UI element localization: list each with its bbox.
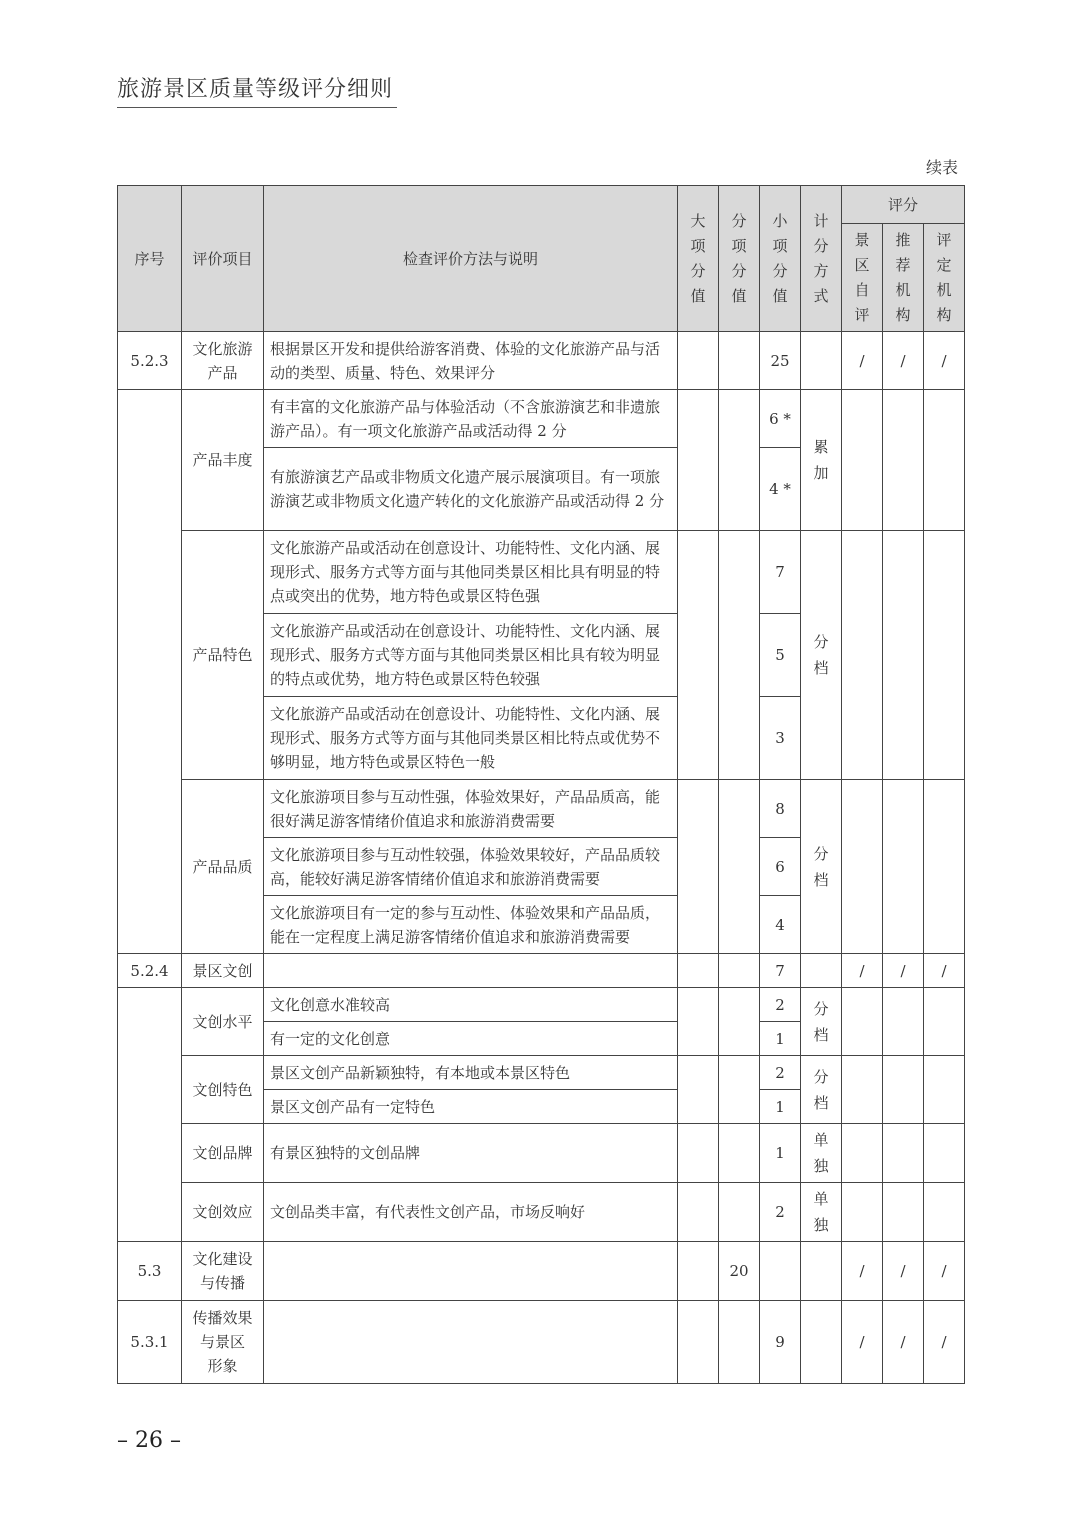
table-row [118,390,965,448]
desc-cell: 文化旅游项目参与互动性强，体验效果好，产品品质高，能很好满足游客情绪价值追求和旅游消费需要 [264,780,678,838]
seq-cell: 5.3.1 [118,1301,182,1384]
desc-cell: 有景区独特的文创品牌 [264,1124,678,1183]
desc-cell: 景区文创产品新颖独特，有本地或本景区特色 [264,1056,678,1090]
table-row [118,954,965,988]
minor-score: 9 [760,1301,801,1384]
item-cell: 产品特色 [182,531,264,780]
minor-score: 7 [760,954,801,988]
table-row [118,1301,965,1384]
minor-score: 6 [760,838,801,896]
calc-method-cell: 累 加 [801,390,842,531]
table-row [118,988,965,1022]
recommend-cell: / [883,1242,924,1301]
header-scoring: 评分 [842,186,965,224]
calc-method-cell: 单 独 [801,1124,842,1183]
recommend-cell: / [883,1301,924,1384]
item-cell: 产品丰度 [182,390,264,531]
minor-score: 1 [760,1090,801,1124]
header-major-score: 大 项 分 值 [678,186,719,332]
header-method: 检查评价方法与说明 [264,186,678,332]
header-recommend: 推 荐 机 构 [883,224,924,332]
item-cell: 景区文创 [182,954,264,988]
page-title: 旅游景区质量等级评分细则 [117,72,397,108]
header-seq: 序号 [118,186,182,332]
table-row [118,1242,965,1301]
sub-score: 20 [719,1242,760,1301]
minor-score: 2 [760,988,801,1022]
table-row [118,780,965,838]
continued-label: 续表 [925,158,958,177]
header-item: 评价项目 [182,186,264,332]
item-cell: 文化旅游 产品 [182,332,264,390]
item-cell: 文化建设 与传播 [182,1242,264,1301]
assess-cell: / [924,332,965,390]
calc-method-cell: 分 档 [801,988,842,1056]
item-cell: 传播效果 与景区 形象 [182,1301,264,1384]
scoring-table [117,185,964,1384]
table-row [118,1056,965,1090]
desc-cell: 景区文创产品有一定特色 [264,1090,678,1124]
minor-score: 5 [760,614,801,697]
minor-score: 1 [760,1124,801,1183]
seq-cell: 5.2.3 [118,332,182,390]
desc-cell: 有丰富的文化旅游产品与体验活动（不含旅游演艺和非遗旅游产品）。有一项文化旅游产品或活动得 2 分 [264,390,678,448]
item-cell: 产品品质 [182,780,264,954]
desc-cell: 文化旅游项目参与互动性较强，体验效果较好，产品品质较高，能较好满足游客情绪价值追求和旅游消费需要 [264,838,678,896]
recommend-cell: / [883,332,924,390]
self-eval-cell: / [842,1242,883,1301]
desc-cell: 文化旅游产品或活动在创意设计、功能特性、文化内涵、展现形式、服务方式等方面与其他同类景区相比具有较为明显的特点或优势，地方特色或景区特色较强 [264,614,678,697]
desc-cell: 根据景区开发和提供给游客消费、体验的文化旅游产品与活动的类型、质量、特色、效果评分 [264,332,678,390]
table-row [118,1124,965,1183]
table-row [118,1183,965,1242]
item-cell: 文创特色 [182,1056,264,1124]
header-assess: 评 定 机 构 [924,224,965,332]
minor-score: 1 [760,1022,801,1056]
item-cell: 文创水平 [182,988,264,1056]
header-minor-score: 小 项 分 值 [760,186,801,332]
minor-score: 7 [760,531,801,614]
calc-method-cell: 分 档 [801,1056,842,1124]
table-row [118,531,965,614]
desc-cell: 文化旅游产品或活动在创意设计、功能特性、文化内涵、展现形式、服务方式等方面与其他同类景区相比特点或优势不够明显，地方特色或景区特色一般 [264,697,678,780]
item-cell: 文创效应 [182,1183,264,1242]
minor-score: 6 * [760,390,801,448]
seq-cell: 5.2.4 [118,954,182,988]
minor-score: 25 [760,332,801,390]
self-eval-cell: / [842,332,883,390]
header-calc-method: 计 分 方 式 [801,186,842,332]
self-eval-cell: / [842,954,883,988]
calc-method-cell: 单 独 [801,1183,842,1242]
assess-cell: / [924,1242,965,1301]
minor-score: 8 [760,780,801,838]
self-eval-cell: / [842,1301,883,1384]
assess-cell: / [924,954,965,988]
calc-method-cell: 分 档 [801,531,842,780]
header-sub-score: 分 项 分 值 [719,186,760,332]
desc-cell: 文创品类丰富，有代表性文创产品，市场反响好 [264,1183,678,1242]
table-row [118,332,965,390]
desc-cell: 文化创意水准较高 [264,988,678,1022]
minor-score: 4 [760,896,801,954]
minor-score: 4 * [760,448,801,531]
seq-cell: 5.3 [118,1242,182,1301]
desc-cell: 有旅游演艺产品或非物质文化遗产展示展演项目。有一项旅游演艺或非物质文化遗产转化的文化旅游产品或活动得 2 分 [264,448,678,531]
item-cell: 文创品牌 [182,1124,264,1183]
desc-cell: 文化旅游项目有一定的参与互动性、体验效果和产品品质，能在一定程度上满足游客情绪价值追求和旅游消费需要 [264,896,678,954]
minor-score: 3 [760,697,801,780]
minor-score: 2 [760,1056,801,1090]
assess-cell: / [924,1301,965,1384]
desc-cell: 文化旅游产品或活动在创意设计、功能特性、文化内涵、展现形式、服务方式等方面与其他同类景区相比具有明显的特点或突出的优势，地方特色或景区特色强 [264,531,678,614]
header-self-eval: 景 区 自 评 [842,224,883,332]
recommend-cell: / [883,954,924,988]
page-number: – 26 – [117,1428,181,1453]
desc-cell: 有一定的文化创意 [264,1022,678,1056]
minor-score: 2 [760,1183,801,1242]
calc-method-cell: 分 档 [801,780,842,954]
